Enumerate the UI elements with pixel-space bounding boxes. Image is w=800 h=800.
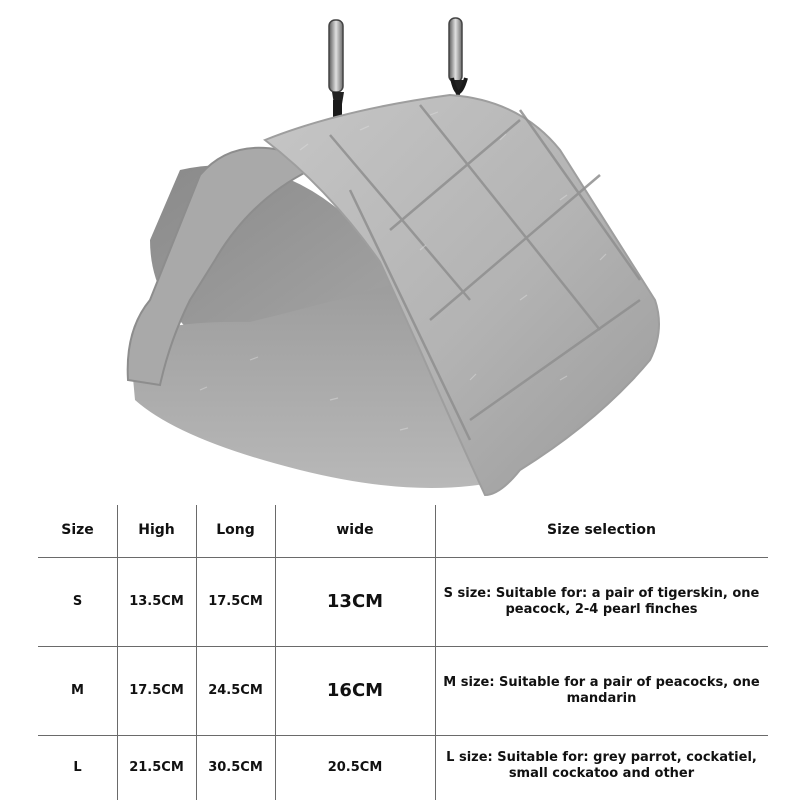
header-long: Long [216, 522, 255, 539]
row-l-high: 21.5CM [129, 759, 184, 775]
row-m-size: M [71, 682, 84, 698]
header-size: Size [61, 522, 94, 539]
size-table [0, 505, 800, 800]
hook-clip-left [329, 20, 344, 128]
row-s-size: S [72, 593, 83, 609]
row-m-high: 17.5CM [129, 682, 184, 698]
row-m-selection: M size: Suitable for a pair of peacocks, one mandarin [443, 674, 760, 706]
row-m-wide: 16CM [326, 679, 384, 701]
row-m-long: 24.5CM [208, 682, 263, 698]
hook-clip-right [449, 18, 466, 100]
row-s-selection: S size: Suitable for: a pair of tigerskin, one peacock, 2-4 pearl finches [443, 585, 760, 617]
row-s-wide: 13CM [326, 590, 384, 612]
row-l-size: L [73, 759, 82, 775]
row-l-long: 30.5CM [208, 759, 263, 775]
row-s-long: 17.5CM [208, 593, 263, 609]
row-l-wide: 20.5CM [327, 759, 383, 775]
row-s-high: 13.5CM [129, 593, 184, 609]
row-l-selection: L size: Suitable for: grey parrot, cockatiel, small cockatoo and other [446, 750, 757, 782]
header-high: High [138, 522, 175, 539]
header-wide: wide [336, 522, 374, 539]
header-size-selection: Size selection [547, 522, 656, 539]
